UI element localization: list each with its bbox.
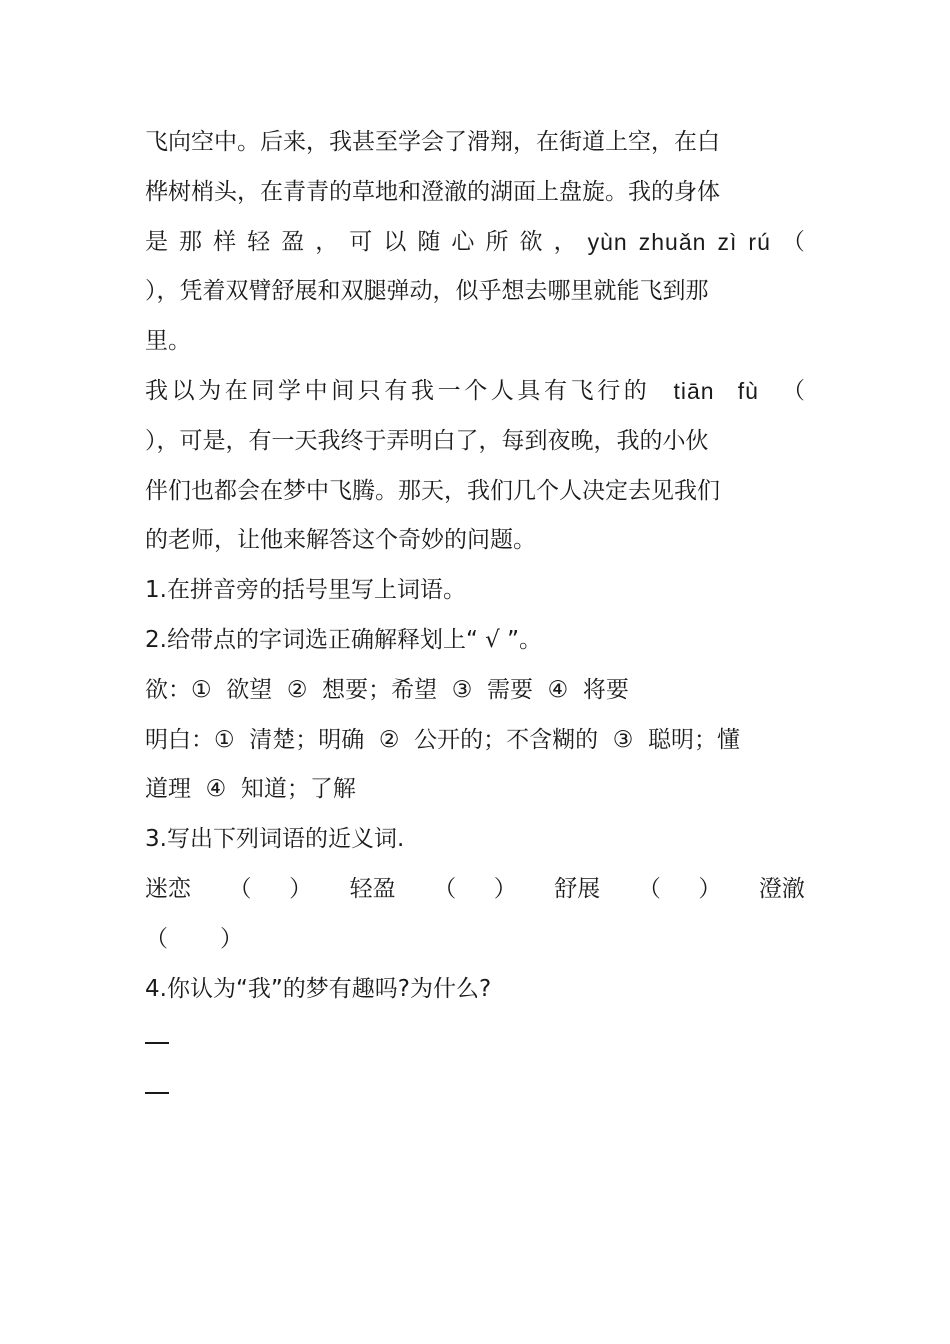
question-1: 1.在拼音旁的括号里写上词语。 — [145, 577, 466, 604]
answer-paren-open: （ — [637, 875, 661, 902]
answer-paren-open: （ — [433, 875, 457, 902]
answer-paren-close: ） — [698, 875, 722, 902]
answer-paren-open: （ — [781, 377, 805, 404]
answer-paren-open: （ — [228, 875, 252, 902]
question-3-words — [145, 865, 805, 915]
char: ， — [315, 228, 339, 255]
char: 以 — [383, 228, 407, 255]
answer-line[interactable] — [145, 1064, 169, 1114]
pinyin-ru: rú — [748, 228, 771, 255]
synonym-word-chengche: 澄澈 — [758, 875, 805, 902]
passage-p2-line3: 伴们也都会在梦中飞腾。那天，我们几个人决定去见我们 — [145, 477, 720, 504]
char: 心 — [451, 228, 475, 255]
question-3: 3.写出下列词语的近义词. — [145, 826, 405, 853]
char: 盈 — [281, 228, 305, 255]
passage-p1-line2: 桦树梢头，在青青的草地和澄澈的湖面上盘旋。我的身体 — [145, 178, 720, 205]
char: 那 — [179, 228, 203, 255]
passage-p1-line1: 飞向空中。后来，我甚至学会了滑翔，在街道上空，在白 — [145, 129, 720, 155]
passage-p2-line1-text: 我以为在同学中间只有我一个人具有飞行的 — [145, 377, 651, 404]
answer-line[interactable] — [145, 1014, 169, 1064]
question-4: 4.你认为“我”的梦有趣吗?为什么? — [145, 975, 492, 1002]
question-2-mingbai-options: 明白：① 清楚；明确 ② 公开的；不含糊的 ③ 聪明；懂 — [145, 726, 740, 753]
pinyin-yun: yùn — [587, 228, 628, 255]
question-3-last-blank — [145, 915, 805, 965]
question-2-yu-options: 欲：① 欲望 ② 想要；希望 ③ 需要 ④ 将要 — [145, 676, 629, 703]
answer-paren-close: ） — [493, 875, 517, 902]
pinyin-zhuan: zhuǎn — [638, 228, 707, 255]
worksheet-content — [145, 118, 805, 1114]
char: 样 — [213, 228, 237, 255]
passage-p1-line3 — [145, 218, 805, 268]
question-2: 2.给带点的字词选正确解释划上“ √ ”。 — [145, 626, 543, 653]
pinyin-zi: zì — [717, 228, 738, 255]
synonym-word-milian: 迷恋 — [145, 875, 191, 902]
passage-p2-line4: 的老师，让他来解答这个奇妙的问题。 — [145, 527, 536, 554]
passage-p2-line2: ），可是，有一天我终于弄明白了，每到夜晚，我的小伙 — [145, 427, 709, 454]
passage-p1-line5: 里。 — [145, 328, 191, 355]
char: 是 — [145, 228, 168, 255]
answer-paren-close: ） — [220, 925, 243, 952]
synonym-word-qingying: 轻盈 — [349, 875, 396, 902]
question-2-mingbai-options-cont: 道理 ④ 知道；了解 — [145, 776, 356, 803]
pinyin-fu: fù — [737, 377, 759, 404]
char: ， — [553, 228, 577, 255]
char: 随 — [417, 228, 441, 255]
answer-paren-open: （ — [781, 228, 805, 255]
char: 所 — [485, 228, 509, 255]
answer-paren-open: （ — [145, 925, 168, 952]
passage-p1-line4: ），凭着双臂舒展和双腿弹动，似乎想去哪里就能飞到那 — [145, 278, 709, 305]
passage-p2-line1 — [145, 367, 805, 417]
pinyin-tian: tiān — [673, 377, 715, 404]
char: 轻 — [247, 228, 271, 255]
synonym-word-shuzhan: 舒展 — [554, 875, 601, 902]
char: 可 — [349, 228, 373, 255]
answer-paren-close: ） — [289, 875, 313, 902]
char: 欲 — [519, 228, 543, 255]
